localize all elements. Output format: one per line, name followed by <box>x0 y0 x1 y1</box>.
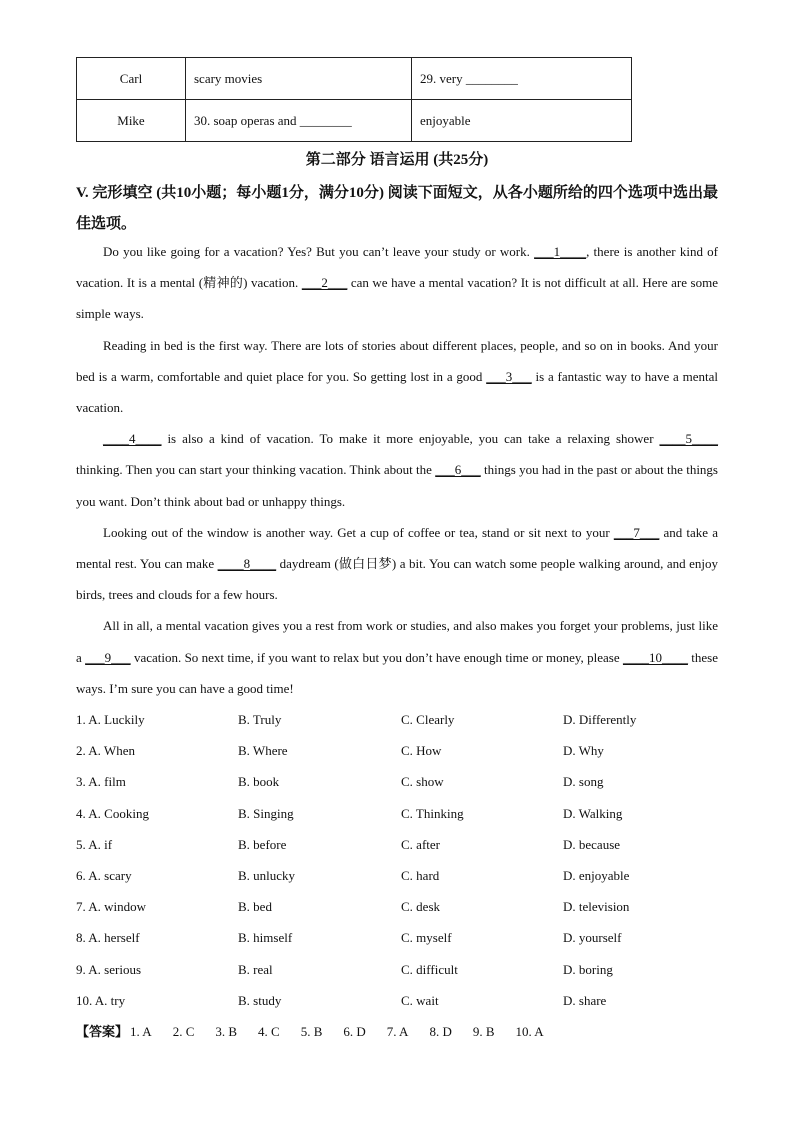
option-a: 7. A. window <box>76 899 147 915</box>
blank-10: ____10____ <box>622 649 688 665</box>
blank-2: ___2___ <box>301 275 348 291</box>
option-a: 6. A. scary <box>76 867 132 883</box>
option-b: B. Singing <box>238 805 294 821</box>
question-options <box>76 860 726 891</box>
option-a: 1. A. Luckily <box>76 712 145 727</box>
passage-text: All in all, a mental vacation gives you a rest from work or studies, and also makes you forget your problems, just like a <box>76 618 718 665</box>
option-d: D. Why <box>563 743 604 759</box>
blank-1: ___1____ <box>534 244 587 259</box>
table-cell: 29. very ________ <box>412 58 632 100</box>
table-cell: scary movies <box>186 58 412 100</box>
option-b: B. bed <box>238 899 272 915</box>
option-d: D. because <box>563 836 621 852</box>
option-d: D. Differently <box>563 712 637 727</box>
blank-9: ___9___ <box>85 649 131 665</box>
passage-text: things you had in the past or about the things you want. Don’t think about bad or unhappy things. <box>76 462 718 509</box>
question-options <box>76 954 726 985</box>
option-d: D. boring <box>563 961 613 977</box>
option-d: D. share <box>563 992 607 1008</box>
question-options <box>76 985 726 1016</box>
table-cell-name: Mike <box>77 100 186 142</box>
answer-item: 5. B <box>300 1024 323 1039</box>
cloze-passage <box>76 236 718 704</box>
option-b: B. Truly <box>238 712 282 727</box>
passage-text: Do you like going for a vacation? Yes? But you can’t leave your study or work. <box>103 244 535 259</box>
blank-4: ____4____ <box>103 431 162 447</box>
answer-item: 10. A <box>515 1024 544 1039</box>
question-options <box>76 766 726 797</box>
question-options <box>76 735 726 766</box>
table-cell: 30. soap operas and ________ <box>186 100 412 142</box>
table-cell-name: Carl <box>77 58 186 100</box>
option-d: D. television <box>563 899 630 915</box>
option-b: B. himself <box>238 930 293 946</box>
passage-paragraph <box>76 517 718 611</box>
answer-key <box>76 1016 565 1047</box>
survey-table <box>76 57 632 142</box>
option-c: C. Thinking <box>401 805 464 821</box>
option-c: C. after <box>401 836 440 852</box>
option-d: D. song <box>563 774 604 790</box>
passage-paragraph <box>76 236 718 330</box>
table-row <box>77 100 632 142</box>
blank-7: ___7___ <box>613 524 660 540</box>
passage-paragraph <box>76 423 718 517</box>
passage-text: is a fantastic way to have a mental vacation. <box>76 368 718 416</box>
section-heading: V. 完形填空 (共10小题；每小题1分，满分10分) 阅读下面短文，从各小题所给的四个选项中选出最佳选项。 <box>76 185 718 232</box>
part-title: 第二部分 语言运用 (共25分) <box>305 152 489 168</box>
answer-item: 2. C <box>172 1024 195 1039</box>
option-c: C. desk <box>401 899 440 915</box>
passage-text: these ways. I’m sure you can have a good time! <box>76 649 718 696</box>
passage-text: and take a mental rest. You can make <box>76 524 718 572</box>
option-b: B. before <box>238 836 287 852</box>
option-b: B. real <box>238 961 273 977</box>
table-cell: enjoyable <box>412 100 632 142</box>
option-b: B. unlucky <box>238 867 296 883</box>
passage-text: thinking. Then you can start your thinking vacation. Think about the <box>76 462 436 478</box>
question-options <box>76 891 726 922</box>
blank-8: ____8____ <box>217 556 277 572</box>
option-a: 3. A. film <box>76 774 126 790</box>
answer-options <box>76 704 726 1016</box>
option-d: D. enjoyable <box>563 867 630 883</box>
answer-item: 1. A <box>130 1024 152 1039</box>
passage-paragraph <box>76 330 718 424</box>
passage-paragraph <box>76 610 718 704</box>
answer-item: 3. B <box>215 1024 238 1039</box>
answer-label: 【答案】 <box>76 1024 129 1039</box>
option-a: 8. A. herself <box>76 930 140 946</box>
option-c: C. wait <box>401 992 439 1008</box>
blank-5: ____5____ <box>659 431 718 447</box>
option-c: C. myself <box>401 930 452 946</box>
question-options <box>76 922 726 953</box>
passage-text: is also a kind of vacation. To make it more enjoyable, you can take a relaxing shower <box>161 431 660 447</box>
option-a: 9. A. serious <box>76 961 141 977</box>
answer-item: 4. C <box>258 1024 280 1039</box>
answer-item: 7. A <box>386 1024 409 1039</box>
table-row <box>77 58 632 100</box>
blank-6: ___6___ <box>435 462 481 478</box>
option-c: C. show <box>401 774 444 790</box>
option-a: 2. A. When <box>76 743 135 759</box>
answer-item: 8. D <box>429 1024 452 1039</box>
option-a: 4. A. Cooking <box>76 805 149 821</box>
option-d: D. Walking <box>563 805 623 821</box>
question-options <box>76 798 726 829</box>
answer-item: 6. D <box>343 1024 366 1039</box>
option-b: B. book <box>238 774 280 790</box>
option-d: D. yourself <box>563 930 622 946</box>
passage-text: can we have a mental vacation? It is not difficult at all. Here are some simple ways. <box>76 275 718 322</box>
option-c: C. How <box>401 743 442 759</box>
passage-text: vacation. So next time, if you want to relax but you don’t have enough time or money, please <box>130 649 623 665</box>
option-a: 10. A. try <box>76 992 126 1008</box>
passage-text: daydream (做白日梦) a bit. You can watch some people walking around, and enjoy birds, trees and clouds for a few hours. <box>76 556 718 603</box>
option-b: B. study <box>238 992 282 1008</box>
question-options <box>76 829 726 860</box>
passage-text: , there is another kind of vacation. It is a mental (精神的) vacation. <box>76 244 718 291</box>
answer-item: 9. B <box>472 1024 495 1039</box>
option-c: C. difficult <box>401 961 458 977</box>
option-b: B. Where <box>238 743 288 759</box>
passage-text: Looking out of the window is another way. Get a cup of coffee or tea, stand or sit next to your <box>103 524 614 540</box>
passage-text: Reading in bed is the first way. There are lots of stories about different places, people, and so on in books. And your bed is a warm, comfortable and quiet place for you. So getting lost in a good <box>76 337 718 384</box>
question-options <box>76 704 726 735</box>
option-a: 5. A. if <box>76 836 113 852</box>
option-c: C. hard <box>401 867 440 883</box>
blank-3: ___3___ <box>486 368 532 384</box>
option-c: C. Clearly <box>401 712 455 727</box>
